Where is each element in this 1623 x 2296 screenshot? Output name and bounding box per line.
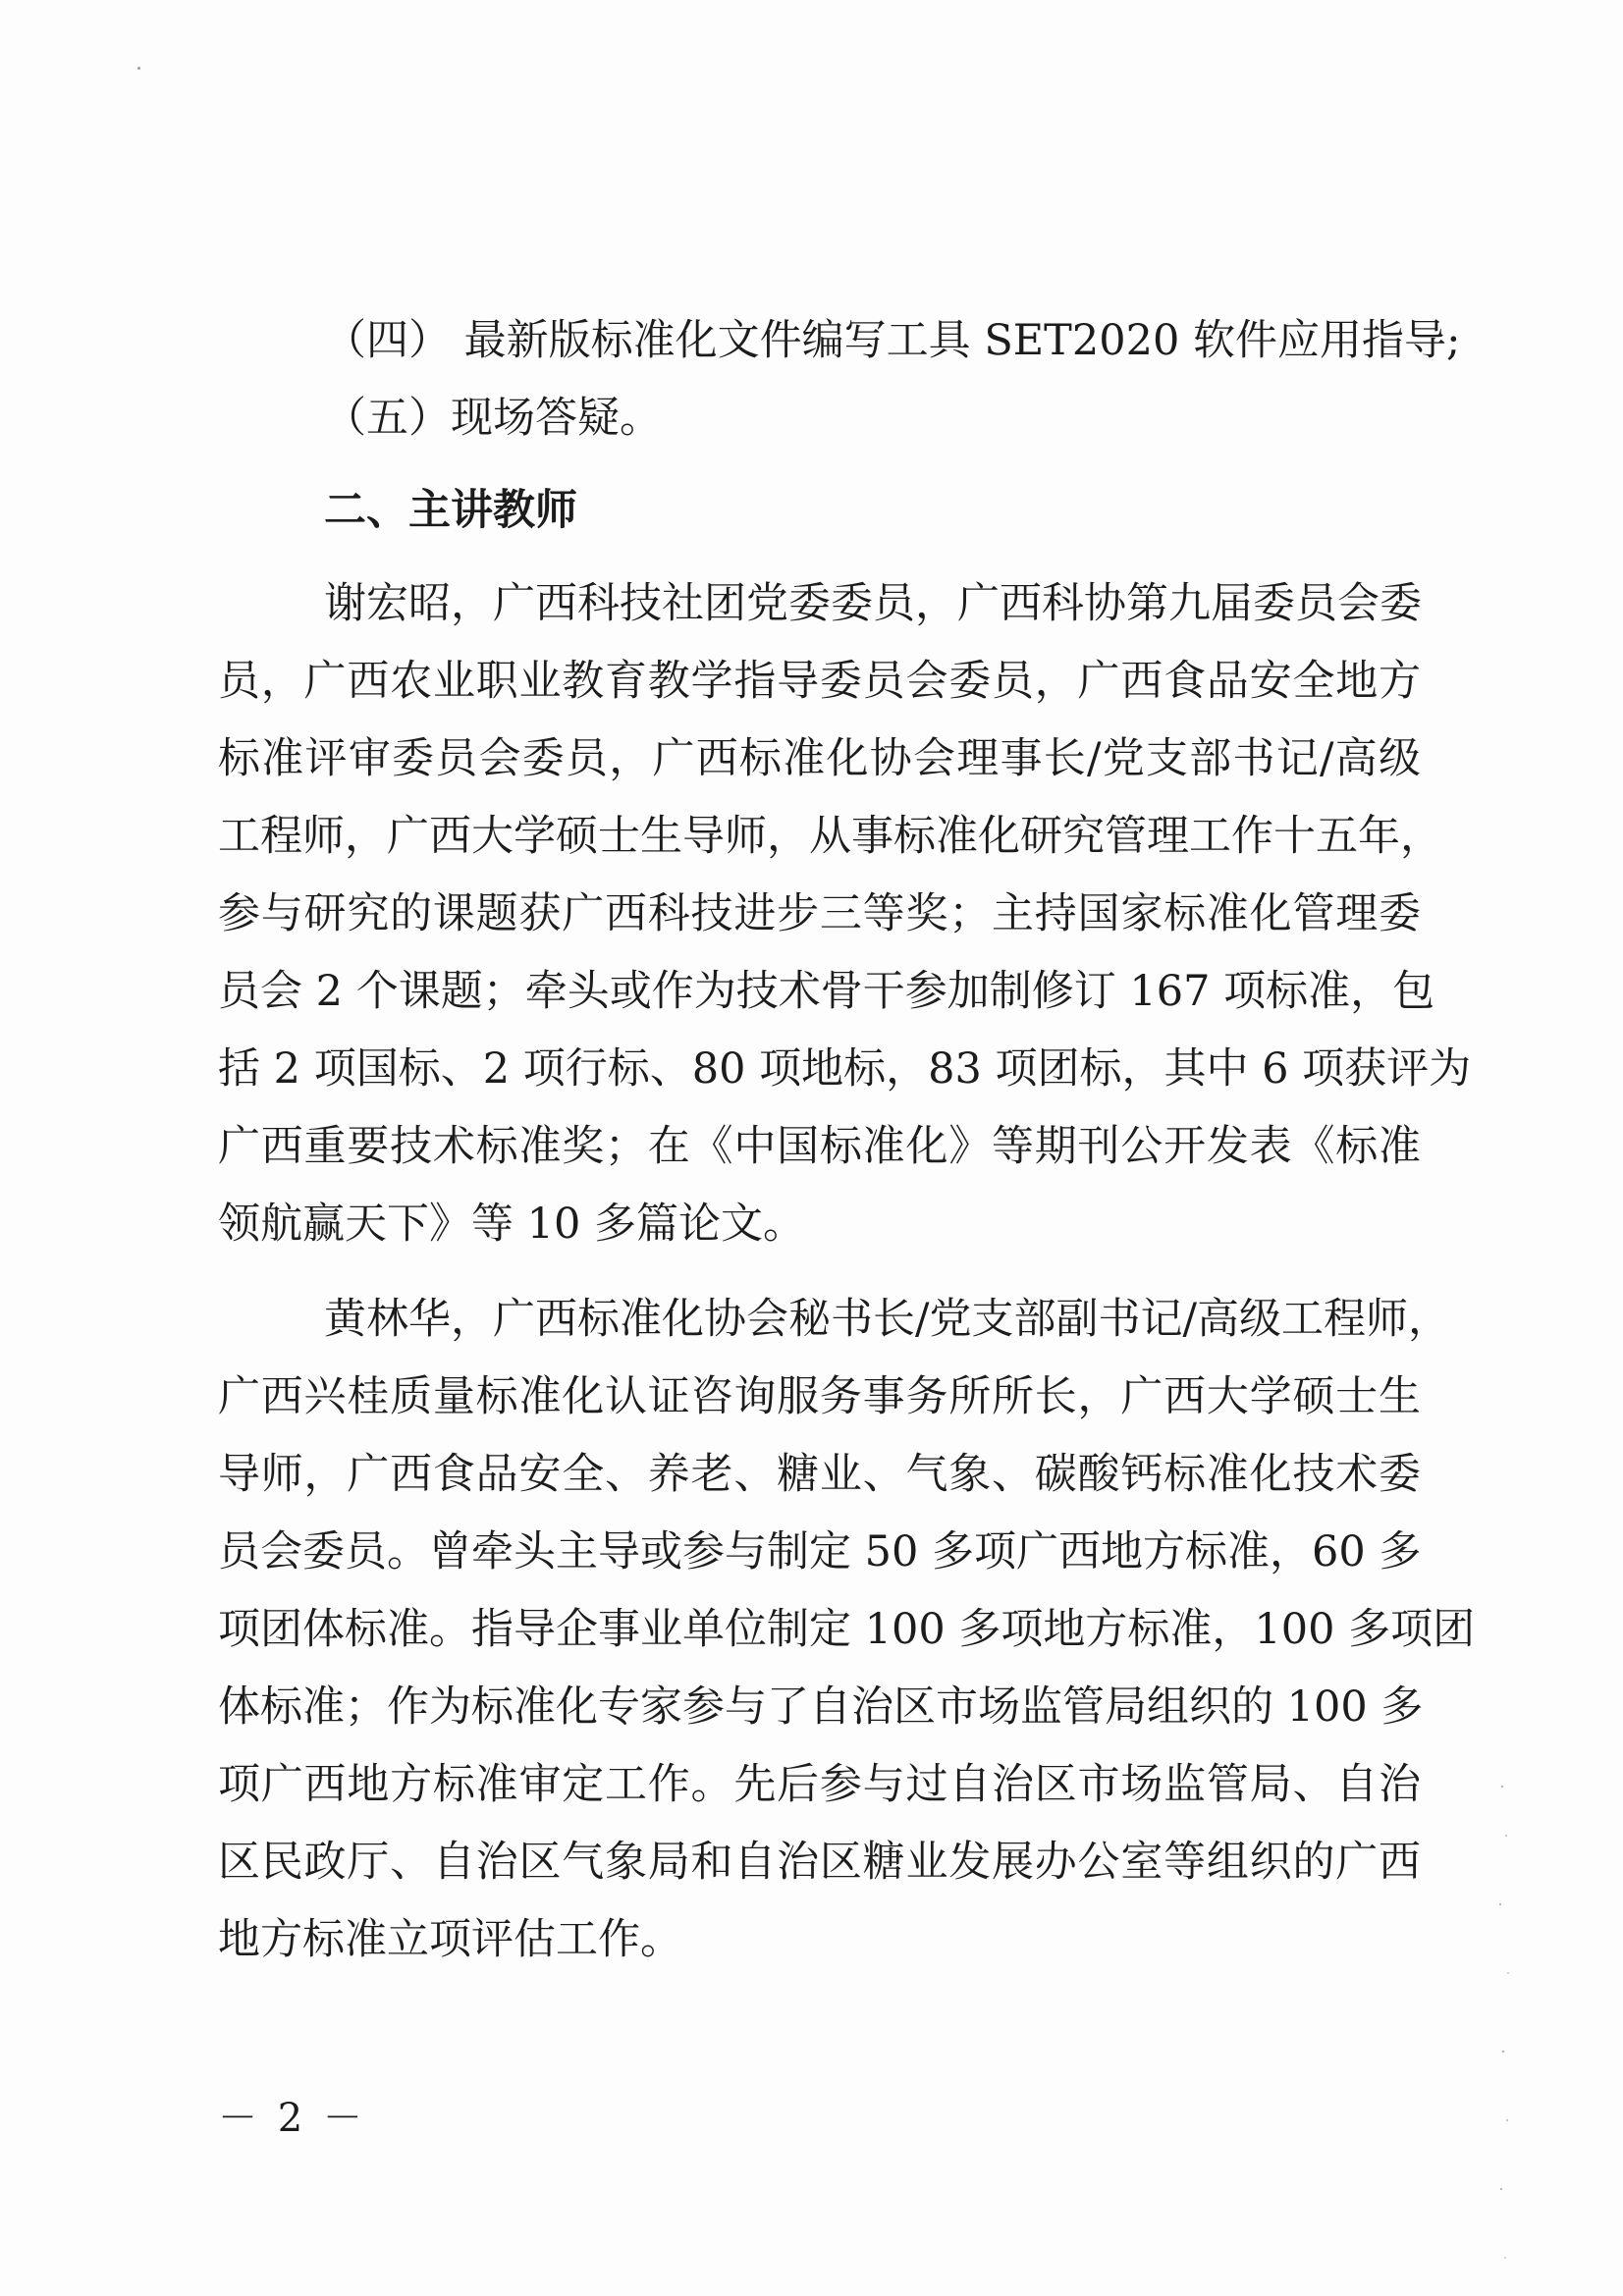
paragraph-line: 区民政厅、自治区气象局和自治区糖业发展办公室等组织的广西: [218, 1838, 1421, 1887]
paragraph-line: 标准评审委员会委员，广西标准化协会理事长/党支部书记/高级: [218, 734, 1421, 783]
paragraph-line: 项广西地方标准审定工作。先后参与过自治区市场监管局、自治: [218, 1760, 1421, 1809]
paragraph-line: 员会委员。曾牵头主导或参与制定 50 多项广西地方标准，60 多: [218, 1527, 1422, 1576]
paragraph-line: 参与研究的课题获广西科技进步三等奖；主持国家标准化管理委: [218, 889, 1421, 938]
paragraph-line: 领航赢天下》等 10 多篇论文。: [218, 1200, 806, 1249]
paragraph-line: 工程师，广西大学硕士生导师，从事标准化研究管理工作十五年，: [218, 812, 1442, 861]
paragraph-line: 括 2 项国标、2 项行标、80 项地标，83 项团标，其中 6 项获评为: [218, 1044, 1472, 1094]
paragraph-line: 项团体标准。指导企事业单位制定 100 多项地方标准，100 多项团: [218, 1605, 1476, 1654]
page-number: － 2 －: [218, 2096, 366, 2141]
paragraph-line: 地方标准立项评估工作。: [218, 1915, 682, 1964]
paragraph-line: 广西重要技术标准奖；在《中国标准化》等期刊公开发表《标准: [218, 1122, 1421, 1171]
paragraph-line: 广西兴桂质量标准化认证咨询服务事务所所长，广西大学硕士生: [218, 1372, 1421, 1421]
paragraph-line: 员，广西农业职业教育教学指导委员会委员，广西食品安全地方: [218, 657, 1421, 706]
section-heading: 二、主讲教师: [324, 486, 577, 535]
paragraph-line: 谢宏昭，广西科技社团党委委员，广西科协第九届委员会委: [324, 579, 1422, 628]
paragraph-line: 员会 2 个课题；牵头或作为技术骨干参加制修订 167 项标准，包: [218, 967, 1435, 1016]
course-item-4: （四） 最新版标准化文件编写工具 SET2020 软件应用指导;: [324, 316, 1461, 365]
paragraph-line: 体标准；作为标准化专家参与了自治区市场监管局组织的 100 多: [218, 1682, 1424, 1732]
teacher-1-paragraph: [218, 565, 1472, 1263]
teacher-2-paragraph: [218, 1281, 1476, 1979]
paragraph-line: 导师，广西食品安全、养老、糖业、气象、碳酸钙标准化技术委: [218, 1450, 1421, 1499]
course-item-5: （五）现场答疑。: [324, 394, 662, 443]
scan-edge-noise: [1492, 1767, 1522, 2277]
document-body: [218, 302, 1476, 1979]
paragraph-line: 黄林华，广西标准化协会秘书长/党支部副书记/高级工程师，: [324, 1295, 1450, 1344]
scan-speck: [137, 67, 140, 70]
